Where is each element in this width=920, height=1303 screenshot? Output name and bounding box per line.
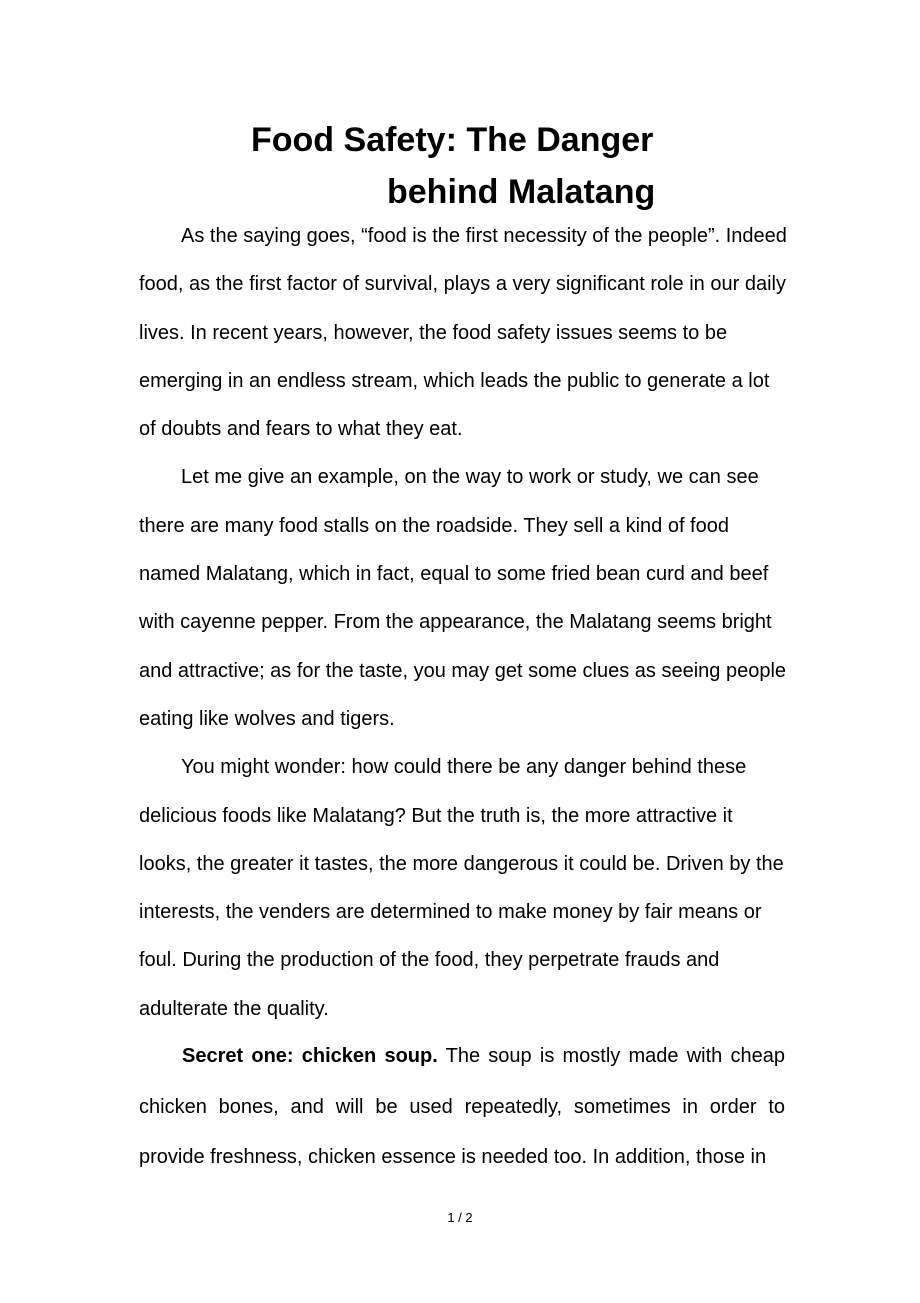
document-title-line-2: behind Malatang [387,173,656,211]
paragraph-intro: As the saying goes, “food is the first necessity of the people”. Indeed food, as the first factor of survival, plays a very significant role in our daily lives. In recent years, however, the food safety issues seems to be emerging in an endless stream, which leads the public to generate a lot of doubts and fears to what they eat. [139,225,787,441]
secret-one-text: The soup is mostly made with cheap chicken bones, and will be used repeatedly, sometimes in order to provide freshness, chicken essence is needed too. In addition, those in [139,1045,785,1168]
paragraph-secret-one [139,1031,785,1183]
page-number: 1 / 2 [447,1210,473,1225]
paragraph-danger: You might wonder: how could there be any danger behind these delicious foods like Malatang? But the truth is, the more attractive it looks, the greater it tastes, the more dangerous it could be. Driven by the interests, the venders are determined to make money by fair means or foul. During the production of the food, they perpetrate frauds and adulterate the quality. [139,756,784,1020]
secret-one-heading: Secret one: chicken soup. [182,1045,438,1067]
paragraph-example: Let me give an example, on the way to work or study, we can see there are many food stalls on the roadside. They sell a kind of food named Malatang, which in fact, equal to some fried bean curd and beef with cayenne pepper. From the appearance, the Malatang seems bright and attractive; as for the taste, you may get some clues as seeing people eating like wolves and tigers. [139,466,787,730]
document-body [139,212,789,1033]
document-title-line-1: Food Safety: The Danger [251,121,654,159]
